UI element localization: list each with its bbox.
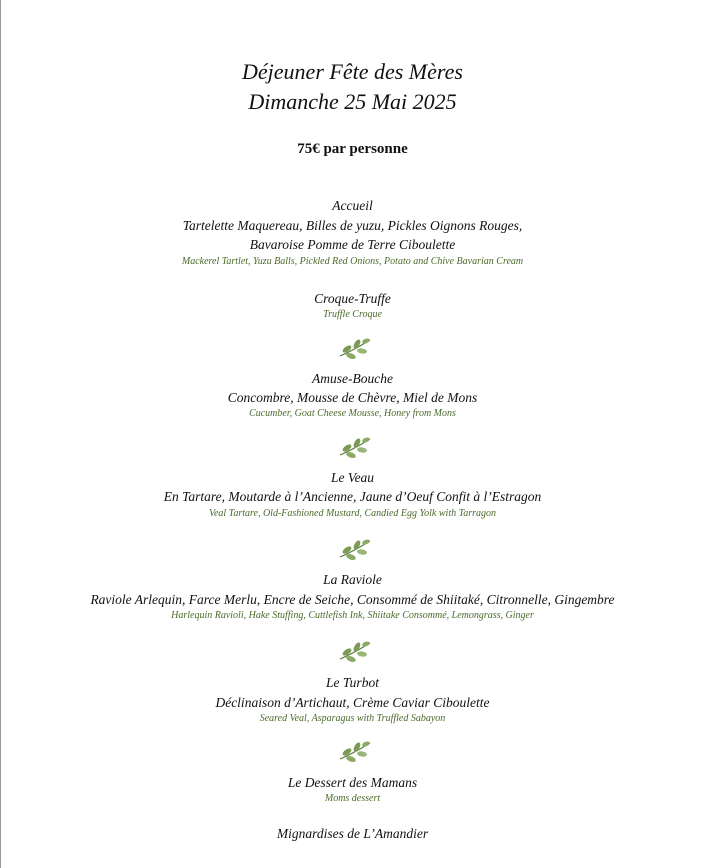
course-title-la-raviole: La Raviole: [323, 572, 382, 587]
course-title-croque-truffe: Croque-Truffe: [314, 291, 391, 306]
course-title-le-turbot: Le Turbot: [326, 675, 379, 690]
course-line: En Tartare, Moutarde à l’Ancienne, Jaune d’Oeuf Confit à l’Estragon: [163, 489, 542, 504]
course-english: Moms dessert: [324, 793, 381, 804]
menu-title: Déjeuner Fête des Mères: [242, 59, 463, 84]
course-english: Seared Veal, Asparagus with Truffled Sabayon: [259, 713, 446, 724]
course-line: Bavaroise Pomme de Terre Ciboulette: [249, 237, 456, 252]
course-english: Harlequin Ravioli, Hake Stuffing, Cuttlefish Ink, Shiitake Consommé, Lemongrass, Ginger: [171, 610, 534, 621]
course-line: Déclinaison d’Artichaut, Crème Caviar Ciboulette: [215, 695, 490, 710]
menu-date: Dimanche 25 Mai 2025: [248, 89, 457, 114]
mignardises: Mignardises de L’Amandier: [276, 826, 429, 841]
course-title-amuse-bouche: Amuse-Bouche: [312, 371, 393, 386]
page-edge-rule: [0, 0, 1, 868]
course-line: Concombre, Mousse de Chèvre, Miel de Mons: [227, 390, 478, 405]
olive-sprig-icon: [338, 537, 372, 561]
olive-sprig-icon: [338, 336, 372, 360]
course-title-le-veau: Le Veau: [330, 470, 375, 485]
olive-sprig-icon: [338, 739, 372, 763]
olive-sprig-icon: [338, 639, 372, 663]
course-line: Raviole Arlequin, Farce Merlu, Encre de Seiche, Consommé de Shiitaké, Citronnelle, Gingembre: [90, 592, 615, 607]
course-english: Cucumber, Goat Cheese Mousse, Honey from Mons: [249, 408, 456, 419]
menu-price: 75€ par personne: [297, 141, 408, 157]
course-english: Mackerel Tartlet, Yuzu Balls, Pickled Red Onions, Potato and Chive Bavarian Cream: [181, 256, 524, 267]
course-english: Veal Tartare, Old-Fashioned Mustard, Candied Egg Yolk with Tarragon: [208, 508, 497, 519]
course-line: Tartelette Maquereau, Billes de yuzu, Pickles Oignons Rouges,: [182, 218, 523, 233]
course-english: Truffle Croque: [323, 309, 382, 320]
course-title-accueil: Accueil: [332, 198, 373, 213]
olive-sprig-icon: [338, 435, 372, 459]
course-title-dessert: Le Dessert des Mamans: [287, 775, 418, 790]
